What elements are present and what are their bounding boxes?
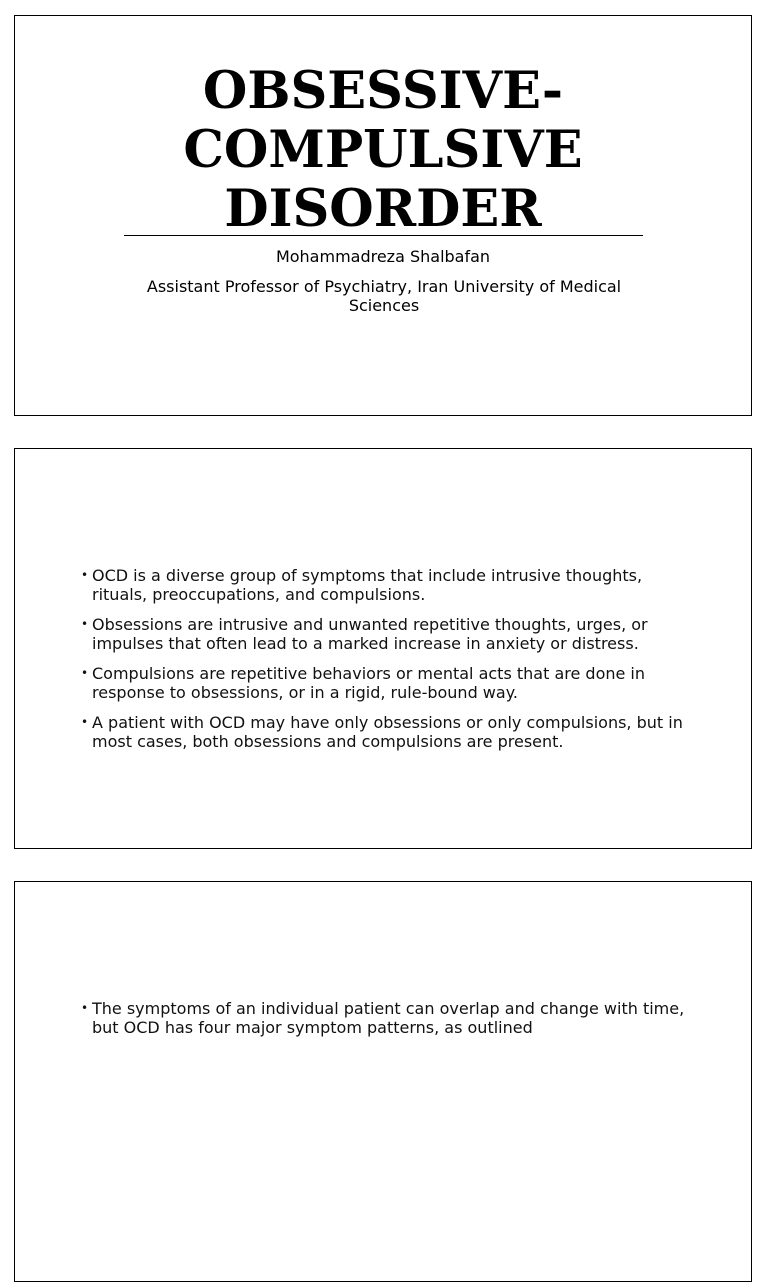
title-line-2: COMPULSIVE — [183, 120, 583, 180]
bullet-glyph: • — [81, 715, 89, 729]
slide-title — [15, 62, 751, 239]
author-name: Mohammadreza Shalbafan — [275, 247, 491, 266]
bullet-text: Compulsions are repetitive behaviors or mental acts that are done in response to obsessions, or in a rigid, rule-bound way. — [92, 664, 646, 702]
author-affiliation: Assistant Professor of Psychiatry, Iran University of Medical Sciences — [146, 277, 622, 315]
bullet-text: Obsessions are intrusive and unwanted repetitive thoughts, urges, or impulses that often lead to a marked increase in anxiety or distress. — [92, 615, 648, 653]
slide-1 — [14, 15, 752, 416]
bullet-glyph: • — [81, 617, 89, 631]
bullet-text: A patient with OCD may have only obsessions or only compulsions, but in most cases, both obsessions and compulsions are present. — [92, 713, 683, 751]
slide-2 — [14, 448, 752, 849]
bullet-glyph: • — [81, 1001, 89, 1015]
bullet-item — [81, 713, 701, 751]
bullet-text: The symptoms of an individual patient can overlap and change with time, but OCD has four major symptom patterns, as outlined — [92, 999, 685, 1037]
bullet-item — [81, 664, 701, 702]
bullet-item — [81, 615, 701, 653]
bullet-text: OCD is a diverse group of symptoms that include intrusive thoughts, rituals, preoccupations, and compulsions. — [92, 566, 643, 604]
bullet-glyph: • — [81, 666, 89, 680]
bullet-item — [81, 566, 701, 604]
title-line-3: DISORDER — [224, 179, 542, 239]
bullet-list — [81, 999, 701, 1048]
bullet-glyph: • — [81, 568, 89, 582]
slide-3 — [14, 881, 752, 1282]
title-divider — [124, 235, 643, 236]
title-line-1: OBSESSIVE- — [202, 61, 564, 121]
bullet-list — [81, 566, 701, 762]
bullet-item — [81, 999, 701, 1037]
